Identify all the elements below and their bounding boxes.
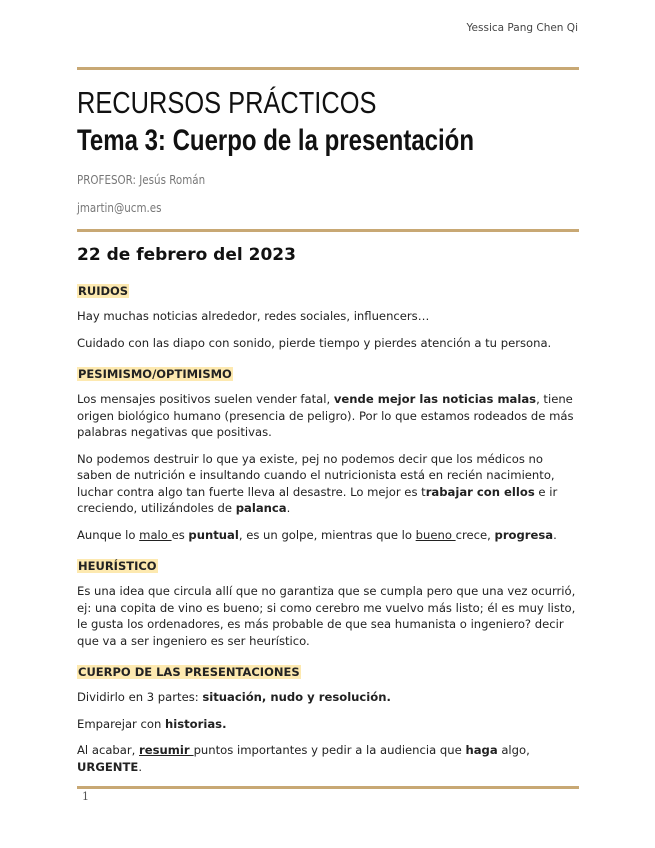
paragraph: Emparejar con historias. [77, 716, 227, 731]
paragraph: Al acabar, resumir puntos importantes y pedir a la audiencia que haga algo, URGENTE. [77, 743, 530, 774]
paragraph: Dividirlo en 3 partes: situación, nudo y resolución. [77, 690, 391, 704]
paragraph: No podemos destruir lo que ya existe, pej no podemos decir que los médicos no saben de nutrición e insultando cuando el nutricionista está en recién nacimiento, luchar contra algo tan fuerte lleva al desastre. Lo mejor es trabajar con ellos e ir creciendo, utilizándoles de palanca. [77, 451, 558, 515]
paragraph: Es una idea que circula allí que no garantiza que se cumpla pero que una vez ocurrió, ej: una copita de vino es bueno; si como cerebro me vuelvo más listo; él es muy listo, le gusta los ordenadores, es más probable de que sea humanista o ingeniero? decir que va a ser ingeniero es ser heurístico. [77, 584, 576, 648]
top-divider [77, 67, 579, 70]
section-heading-cuerpo: CUERPO DE LAS PRESENTACIONES [78, 665, 300, 679]
title-block [77, 84, 579, 222]
document-body [77, 242, 577, 785]
paragraph: Cuidado con las diapo con sonido, pierde tiempo y pierdes atención a tu persona. [77, 335, 552, 350]
paragraph: Los mensajes positivos suelen vender fatal, vende mejor las noticias malas, tiene origen biológico humano (presencia de peligro). Por lo que estamos rodeados de más palabras negativas que positivas. [77, 392, 574, 439]
section-heading-heuristico: HEURÍSTICO [78, 559, 157, 573]
entry-date: 22 de febrero del 2023 [77, 245, 296, 265]
document-title: RECURSOS PRÁCTICOS [77, 85, 377, 120]
author-name: Yessica Pang Chen Qi [466, 22, 578, 34]
section-heading-ruidos: RUIDOS [78, 284, 129, 298]
section-heading-pesimismo: PESIMISMO/OPTIMISMO [78, 367, 232, 381]
paragraph: Hay muchas noticias alrededor, redes sociales, influencers… [77, 309, 430, 323]
footer-divider [77, 786, 579, 789]
title-divider [77, 229, 579, 232]
professor-email: jmartin@ucm.es [77, 201, 162, 215]
page-number: 1 [82, 790, 89, 803]
document-subtitle: Tema 3: Cuerpo de la presentación [77, 124, 474, 157]
professor-name: PROFESOR: Jesús Román [77, 173, 206, 187]
paragraph: Aunque lo malo es puntual, es un golpe, mientras que lo bueno crece, progresa. [77, 527, 557, 542]
